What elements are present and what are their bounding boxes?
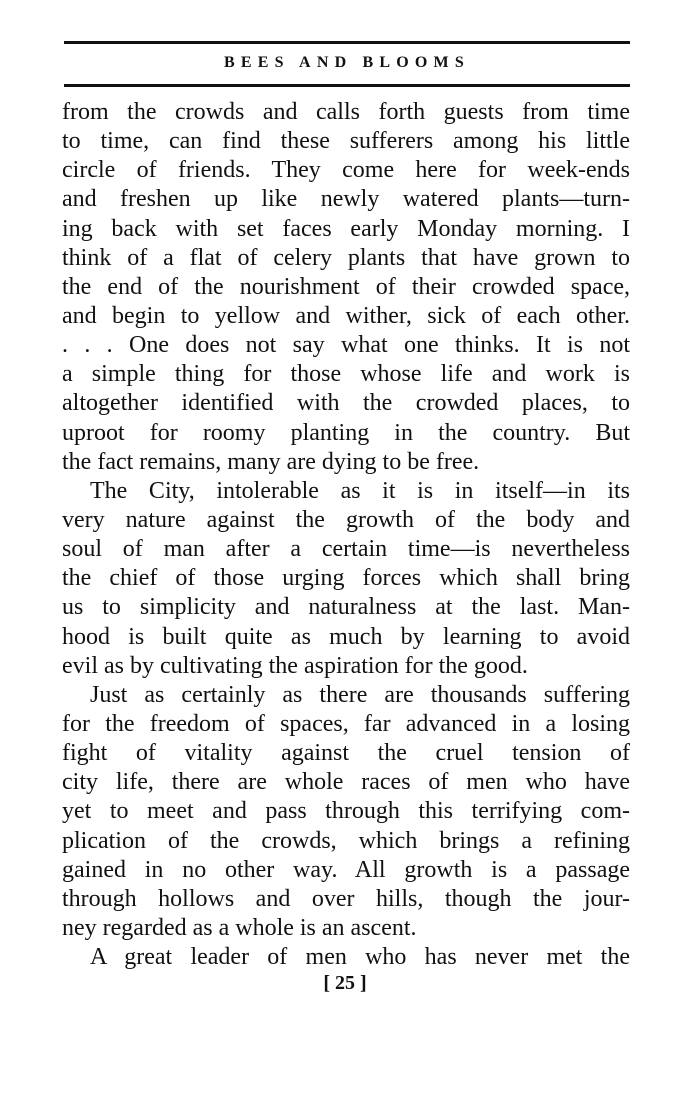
text-line: hood is built quite as much by learning to avoid [62,623,630,650]
page-number: [ 25 ] [323,972,367,994]
text-line: us to simplicity and naturalness at the last. Man- [62,594,630,621]
running-head: BEES AND BLOOMS [224,54,470,71]
text-line: . . . One does not say what one thinks. It is not [62,332,630,359]
text-line: plication of the crowds, which brings a refining [62,827,630,854]
text-line: through hollows and over hills, though the jour- [62,885,630,912]
text-line: very nature against the growth of the body and [62,506,630,533]
text-line: and freshen up like newly watered plants—turn- [62,186,630,213]
text-line: fight of vitality against the cruel tension of [62,740,630,767]
body-text [62,98,630,972]
text-line: evil as by cultivating the aspiration for the good. [62,652,528,679]
text-line: altogether identified with the crowded places, to [62,390,630,417]
text-line: Just as certainly as there are thousands suffering [90,681,630,708]
text-line: The City, intolerable as it is in itself—in its [90,477,630,504]
text-line: soul of man after a certain time—is nevertheless [62,536,630,563]
text-line: the end of the nourishment of their crowded space, [62,273,630,300]
text-line: the chief of those urging forces which shall bring [62,565,630,592]
text-line: yet to meet and pass through this terrifying com- [62,798,630,825]
text-line: uproot for roomy planting in the country. But [62,419,630,446]
text-line: and begin to yellow and wither, sick of each other. [62,302,630,329]
text-line: circle of friends. They come here for week-ends [62,157,630,184]
text-line: gained in no other way. All growth is a passage [62,856,630,883]
text-line: a simple thing for those whose life and work is [62,361,630,388]
text-line: ing back with set faces early Monday morning. I [62,215,630,242]
text-line: for the freedom of spaces, far advanced in a losing [62,710,630,737]
text-line: city life, there are whole races of men who have [62,769,630,796]
header-rule-bottom [64,84,630,87]
text-line: to time, can find these sufferers among his little [62,128,630,155]
text-line: from the crowds and calls forth guests from time [62,99,630,125]
text-line: A great leader of men who has never met the [90,944,630,971]
header-rule-top [64,41,630,44]
text-line: the fact remains, many are dying to be free. [62,448,480,475]
text-line: think of a flat of celery plants that have grown to [62,244,630,271]
text-line: ney regarded as a whole is an ascent. [62,914,417,941]
